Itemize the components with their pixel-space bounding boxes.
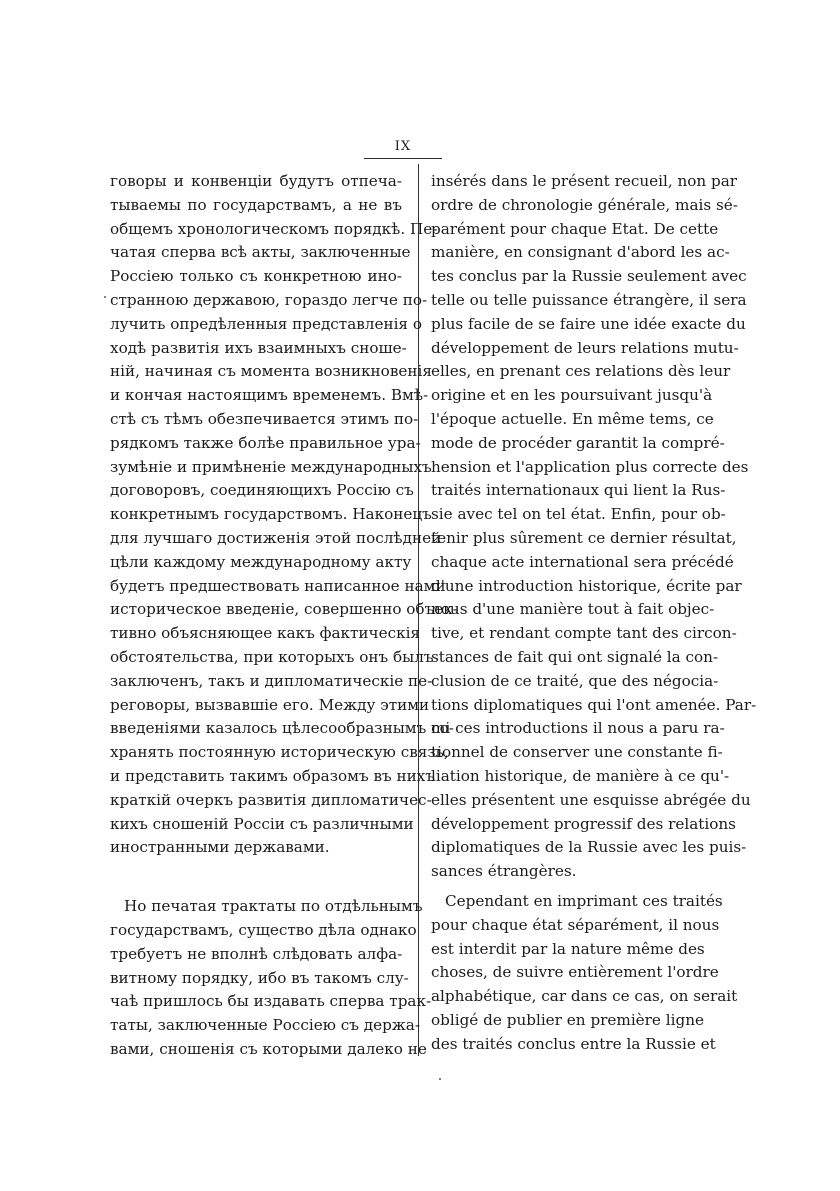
text-line: alphabétique, car dans ce cas, on serait bbox=[431, 987, 738, 1006]
text-line: зумѣніе и примѣненіе международныхъ bbox=[110, 457, 432, 476]
text-line: для лучшаго достиженія этой послѣдней bbox=[110, 528, 442, 547]
text-line: est interdit par la nature même des bbox=[431, 939, 705, 958]
text-line: хранять постоянную историческую связь, bbox=[110, 743, 449, 762]
text-line: Россіею только съ конкретною ино- bbox=[110, 267, 402, 286]
text-line: ній, начиная съ момента возникновенія bbox=[110, 362, 432, 381]
text-line: mi ces introductions il nous a paru ra- bbox=[431, 719, 725, 738]
text-line: tes conclus par la Russie seulement avec bbox=[431, 267, 747, 286]
text-line: liation historique, de manière à ce qu'- bbox=[431, 766, 730, 785]
text-line: plus facile de se faire une idée exacte du bbox=[431, 314, 746, 333]
text-line: будетъ предшествовать написанное нами bbox=[110, 576, 446, 595]
text-line: странною державою, гораздо легче по- bbox=[110, 290, 428, 309]
page-number: IX bbox=[394, 139, 412, 154]
text-line: origine et en les poursuivant jusqu'à bbox=[431, 386, 713, 405]
text-line: mode de procéder garantit la compré- bbox=[431, 433, 725, 452]
text-line: тываемы по государствамъ, а не въ bbox=[110, 195, 402, 214]
text-line: рядкомъ также болѣе правильное ура- bbox=[110, 433, 421, 452]
text-line: d'une introduction historique, écrite par bbox=[431, 576, 742, 595]
text-line: историческое введеніе, совершенно объек- bbox=[110, 600, 458, 619]
text-line: clusion de ce traité, que des négocia- bbox=[431, 671, 719, 690]
text-line: ordre de chronologie générale, mais sé- bbox=[431, 195, 738, 214]
left-column bbox=[110, 170, 458, 1062]
text-line: choses, de suivre entièrement l'ordre bbox=[431, 963, 719, 982]
text-line: traités internationaux qui lient la Rus- bbox=[431, 481, 726, 500]
text-line: stances de fait qui ont signalé la con- bbox=[431, 647, 719, 666]
text-line: кихъ сношеній Россіи съ различными bbox=[110, 814, 414, 833]
text-line: цѣли каждому международному акту bbox=[110, 552, 412, 571]
text-line: parément pour chaque Etat. De cette bbox=[431, 219, 719, 238]
text-line: договоровъ, соединяющихъ Россію съ bbox=[110, 481, 414, 500]
text-line: обстоятельства, при которыхъ онъ былъ bbox=[110, 647, 434, 666]
text-line: manière, en consignant d'abord les ac- bbox=[431, 243, 730, 262]
text-line: тивно объясняющее какъ фактическія bbox=[110, 624, 421, 643]
text-line: Но печатая трактаты по отдѣльнымъ bbox=[124, 897, 423, 916]
text-line: développement progressif des relations bbox=[431, 814, 736, 833]
text-line: développement de leurs relations mutu- bbox=[431, 338, 739, 357]
text-line: витному порядку, ибо въ такомъ слу- bbox=[110, 968, 409, 987]
text-line: вами, сношенія съ которыми далеко не bbox=[110, 1039, 427, 1058]
text-line: chaque acte international sera précédé bbox=[431, 552, 734, 571]
header-rule bbox=[364, 158, 442, 159]
text-line: общемъ хронологическомъ порядкѣ. Пе- bbox=[110, 219, 438, 238]
text-line: чатая сперва всѣ акты, заключенные bbox=[110, 243, 411, 262]
text-line: ходѣ развитія ихъ взаимныхъ сноше- bbox=[110, 338, 407, 357]
text-line: insérés dans le présent recueil, non par bbox=[431, 172, 738, 190]
speck bbox=[439, 1078, 441, 1080]
text-line: sances étrangères. bbox=[431, 862, 577, 881]
text-line: sie avec tel on tel état. Enfin, pour ob- bbox=[431, 505, 726, 524]
text-line: стѣ съ тѣмъ обезпечивается этимъ по- bbox=[110, 409, 419, 428]
text-line: конкретнымъ государствомъ. Наконецъ bbox=[110, 505, 432, 524]
text-line: введеніями казалось цѣлесообразнымъ со- bbox=[110, 719, 454, 738]
text-line: реговоры, вызвавшіе его. Между этими bbox=[110, 695, 430, 714]
text-line: говоры и конвенціи будутъ отпеча- bbox=[110, 172, 402, 190]
speck bbox=[104, 296, 106, 298]
text-line: таты, заключенные Россіею съ держа- bbox=[110, 1016, 420, 1035]
text-line: nous d'une manière tout à fait objec- bbox=[431, 600, 715, 619]
text-line: и представить такимъ образомъ въ нихъ bbox=[110, 766, 435, 785]
text-line: diplomatiques de la Russie avec les puis- bbox=[431, 838, 747, 857]
text-line: tionnel de conserver une constante fi- bbox=[431, 743, 723, 762]
text-line: obligé de publier en première ligne bbox=[431, 1010, 704, 1029]
text-line: Cependant en imprimant ces traités bbox=[445, 891, 723, 910]
text-line: чаѣ пришлось бы издавать сперва трак- bbox=[110, 992, 432, 1011]
text-line: краткій очеркъ развитія дипломатичес- bbox=[110, 790, 432, 809]
text-line: лучить опредѣленныя представленія о bbox=[110, 314, 422, 333]
text-line: tenir plus sûrement ce dernier résultat, bbox=[431, 528, 737, 547]
text-line: elles présentent une esquisse abrégée du bbox=[431, 790, 751, 809]
text-line: заключенъ, такъ и дипломатическіе пе- bbox=[110, 671, 433, 690]
paragraph-gap bbox=[110, 860, 402, 895]
text-line: hension et l'application plus correcte des bbox=[431, 457, 749, 476]
right-column bbox=[431, 170, 757, 1056]
text-line: tions diplomatiques qui l'ont amenée. Par- bbox=[431, 695, 757, 714]
text-line: telle ou telle puissance étrangère, il sera bbox=[431, 290, 747, 309]
text-line: tive, et rendant compte tant des circon- bbox=[431, 624, 737, 643]
text-line: и кончая настоящимъ временемъ. Вмѣ- bbox=[110, 386, 429, 405]
text-line: des traités conclus entre la Russie et bbox=[431, 1034, 716, 1053]
text-line: государствамъ, существо дѣла однако bbox=[110, 920, 417, 939]
text-line: pour chaque état séparément, il nous bbox=[431, 915, 720, 934]
text-line: требуетъ не вполнѣ слѣдовать алфа- bbox=[110, 944, 403, 963]
text-line: l'époque actuelle. En même tems, ce bbox=[431, 409, 714, 428]
text-line: иностранными державами. bbox=[110, 838, 330, 857]
text-line: elles, en prenant ces relations dès leur bbox=[431, 362, 731, 381]
